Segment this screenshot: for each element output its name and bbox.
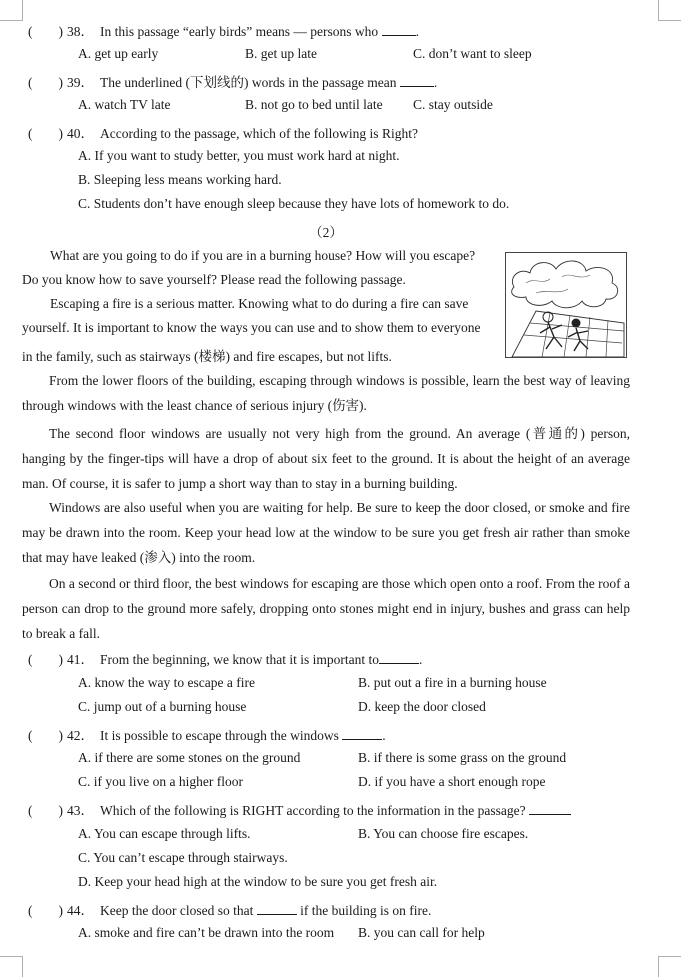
passage-p1-line2: Do you know how to save yourself? Please read the following passage. bbox=[22, 272, 406, 287]
answer-paren-close: ) bbox=[58, 803, 63, 818]
passage-p4-text: The second floor windows are usually not very high from the ground. An average (普通的) person, hanging by the finger-tips will have a drop of about six feet to the ground. It is about the height of an average man. Of course, it is safer to jump a short way than to stay in a burning building. bbox=[22, 426, 630, 491]
answer-paren-open: ( bbox=[28, 903, 33, 918]
answer-paren-close: ) bbox=[58, 903, 63, 918]
option-a[interactable]: A. know the way to escape a fire bbox=[78, 675, 255, 690]
question-number: 39． bbox=[67, 75, 94, 90]
question-41 bbox=[28, 648, 422, 668]
question-43 bbox=[28, 799, 571, 819]
question-end: . bbox=[418, 652, 423, 667]
answer-paren-close: ) bbox=[58, 652, 63, 667]
question-stem: The underlined (下划线的) words in the passage mean bbox=[100, 75, 397, 90]
question-stem: In this passage “early birds” means — persons who bbox=[100, 24, 379, 39]
option-d[interactable]: D. Keep your head high at the window to be sure you get fresh air. bbox=[78, 874, 438, 889]
option-b[interactable]: B. get up late bbox=[245, 46, 317, 61]
option-a[interactable]: A. You can escape through lifts. bbox=[78, 826, 251, 841]
crop-mark-top-right bbox=[658, 0, 681, 21]
question-stem: According to the passage, which of the following is Right? bbox=[100, 126, 418, 141]
option-b[interactable]: B. not go to bed until late bbox=[245, 97, 383, 112]
question-number: 43． bbox=[67, 803, 94, 818]
answer-blank[interactable] bbox=[342, 727, 382, 740]
answer-blank[interactable] bbox=[529, 802, 571, 815]
option-c[interactable]: C. jump out of a burning house bbox=[78, 699, 247, 714]
option-b[interactable]: B. You can choose fire escapes. bbox=[358, 826, 529, 841]
question-number: 38． bbox=[67, 24, 94, 39]
answer-paren-open: ( bbox=[28, 24, 33, 39]
answer-paren-close: ) bbox=[58, 728, 63, 743]
option-a[interactable]: A. if there are some stones on the ground bbox=[78, 750, 301, 765]
crop-mark-bottom-right bbox=[658, 956, 681, 977]
question-38 bbox=[28, 20, 419, 40]
option-a[interactable]: A. get up early bbox=[78, 46, 159, 61]
option-d[interactable]: D. keep the door closed bbox=[358, 699, 486, 714]
question-end: . bbox=[382, 728, 386, 743]
passage-p3-text: From the lower floors of the building, escaping through windows is possible, learn the best way of leaving through windows with the least chance of serious injury (伤害). bbox=[22, 373, 630, 413]
option-b[interactable]: B. if there is some grass on the ground bbox=[358, 750, 567, 765]
option-b[interactable]: B. you can call for help bbox=[358, 925, 485, 940]
crop-mark-top-left bbox=[0, 0, 23, 21]
passage-p5 bbox=[22, 495, 630, 570]
option-b[interactable]: B. put out a fire in a burning house bbox=[358, 675, 547, 690]
option-a[interactable]: A. watch TV late bbox=[78, 97, 171, 112]
answer-blank[interactable] bbox=[379, 651, 419, 664]
question-stem: Which of the following is RIGHT according to the information in the passage? bbox=[100, 803, 526, 818]
question-44 bbox=[28, 899, 431, 919]
answer-paren-open: ( bbox=[28, 803, 33, 818]
fire-escape-illustration-icon bbox=[505, 252, 627, 358]
answer-blank[interactable] bbox=[257, 902, 297, 915]
question-42 bbox=[28, 724, 386, 744]
answer-paren-open: ( bbox=[28, 75, 33, 90]
question-stem: It is possible to escape through the windows bbox=[100, 728, 339, 743]
question-stem-pre: Keep the door closed so that bbox=[100, 903, 254, 918]
section-heading: （2） bbox=[309, 225, 343, 240]
option-c[interactable]: C. Students don’t have enough sleep because they have lots of homework to do. bbox=[78, 196, 510, 211]
question-number: 44． bbox=[67, 903, 94, 918]
question-number: 41． bbox=[67, 652, 94, 667]
answer-paren-close: ) bbox=[58, 126, 63, 141]
answer-paren-open: ( bbox=[28, 652, 33, 667]
question-stem: From the beginning, we know that it is important to bbox=[100, 652, 379, 667]
passage-p2-line2: yourself. It is important to know the ways you can use and to show them to everyone bbox=[22, 320, 481, 335]
question-number: 42． bbox=[67, 728, 94, 743]
passage-p5-text: Windows are also useful when you are waiting for help. Be sure to keep the door closed, or smoke and fire may be drawn into the room. Keep your head low at the window to be sure you get fresh air rather than smoke that may have leaked (渗入) into the room. bbox=[22, 500, 630, 565]
question-end: . bbox=[433, 75, 438, 90]
passage-p6-text: On a second or third floor, the best windows for escaping are those which open onto a roof. From the roof a person can drop to the ground more safely, dropping onto stones might end in injury, bushes and grass can help to break a fall. bbox=[22, 576, 630, 641]
answer-paren-close: ) bbox=[58, 75, 63, 90]
answer-blank[interactable] bbox=[400, 74, 434, 87]
option-c[interactable]: C. stay outside bbox=[413, 97, 493, 112]
option-b[interactable]: B. Sleeping less means working hard. bbox=[78, 172, 282, 187]
crop-mark-bottom-left bbox=[0, 956, 23, 977]
option-a[interactable]: A. If you want to study better, you must work hard at night. bbox=[78, 148, 400, 163]
passage-p2-line1: Escaping a fire is a serious matter. Knowing what to do during a fire can save bbox=[50, 296, 469, 311]
answer-paren-open: ( bbox=[28, 728, 33, 743]
passage-p6 bbox=[22, 571, 630, 646]
option-c[interactable]: C. if you live on a higher floor bbox=[78, 774, 243, 789]
answer-blank[interactable] bbox=[382, 23, 416, 36]
passage-p2-line3: in the family, such as stairways (楼梯) and fire escapes, but not lifts. bbox=[22, 349, 392, 364]
question-number: 40． bbox=[67, 126, 94, 141]
question-39 bbox=[28, 71, 437, 91]
question-stem-post: if the building is on fire. bbox=[300, 903, 432, 918]
question-end: . bbox=[415, 24, 419, 39]
option-d[interactable]: D. if you have a short enough rope bbox=[358, 774, 546, 789]
passage-p3 bbox=[22, 368, 630, 418]
answer-paren-close: ) bbox=[58, 24, 63, 39]
passage-p4 bbox=[22, 421, 630, 496]
passage-p1-line1: What are you going to do if you are in a burning house? How will you escape? bbox=[50, 248, 476, 263]
option-c[interactable]: C. don’t want to sleep bbox=[413, 46, 532, 61]
answer-paren-open: ( bbox=[28, 126, 33, 141]
question-40 bbox=[28, 122, 418, 142]
option-a[interactable]: A. smoke and fire can’t be drawn into the room bbox=[78, 925, 335, 940]
option-c[interactable]: C. You can’t escape through stairways. bbox=[78, 850, 288, 865]
